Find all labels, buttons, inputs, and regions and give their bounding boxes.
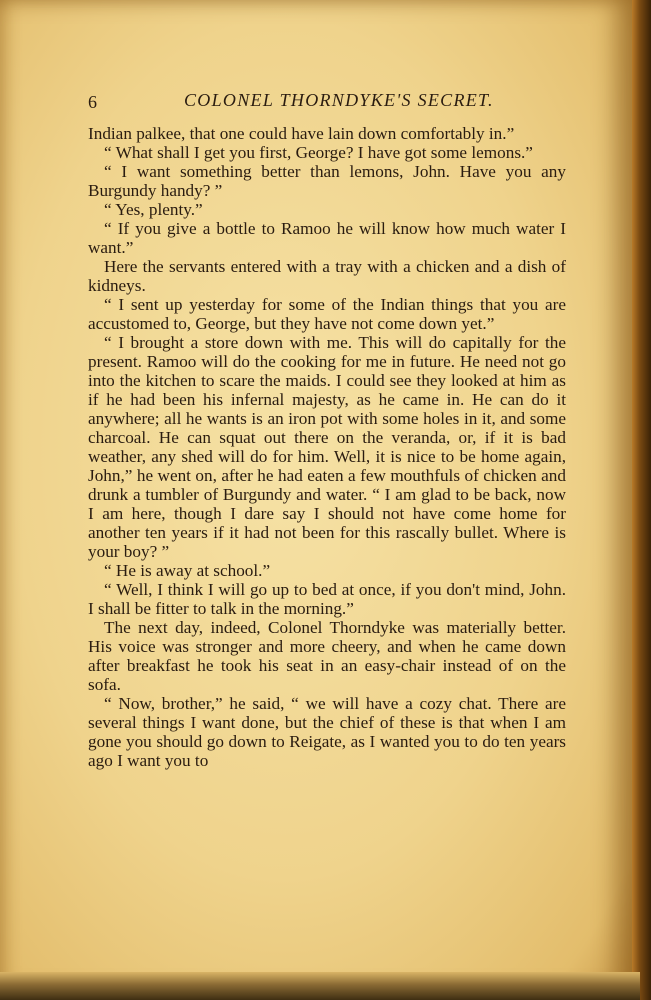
page-bottom-edge xyxy=(0,972,640,1000)
paragraph: “ I brought a store down with me. This will do capitally for the present. Ramoo will do the cooking for me in future. He need not go into the kitchen to scare the maids. I could see they looked at him as if he had been his infernal majesty, as he came in. He can do it anywhere; all he wants is an iron pot with some holes in it, and some charcoal. He can squat out there on the veranda, or, if it is bad weather, any shed will do for him. Well, it is nice to be home again, John,” he went on, after he had eaten a few mouthfuls of chicken and drunk a tumbler of Burgundy and water. “ I am glad to be back, now I am here, though I dare say I should not have come home for another ten years if it had not been for this rascally bullet. Where is your boy? ” xyxy=(88,333,566,561)
paragraph: “ Yes, plenty.” xyxy=(104,200,203,219)
running-title: COLONEL THORNDYKE'S SECRET. xyxy=(184,90,494,110)
paragraph: “ Well, I think I will go up to bed at once, if you don't mind, John. I shall be fitter to talk in the morning.” xyxy=(88,580,566,618)
paragraph: “ I want something better than lemons, John. Have you any Burgundy handy? ” xyxy=(88,162,566,200)
paragraph: The next day, indeed, Colonel Thorndyke was materially better. His voice was stronger and more cheery, and when he came down after breakfast he took his seat in an easy-chair instead of on the sofa. xyxy=(88,618,566,694)
paragraph: Here the servants entered with a tray with a chicken and a dish of kidneys. xyxy=(88,257,566,295)
paragraph: “ What shall I get you first, George? I have got some lemons.” xyxy=(104,143,533,162)
book-spine-edge xyxy=(632,0,651,1000)
paragraph: “ I sent up yesterday for some of the Indian things that you are accustomed to, George, but they have not come down yet.” xyxy=(88,295,566,333)
paragraph: “ If you give a bottle to Ramoo he will know how much water I want.” xyxy=(88,219,566,257)
paragraph: “ He is away at school.” xyxy=(104,561,271,580)
paragraph: “ Now, brother,” he said, “ we will have a cozy chat. There are several things I want done, but the chief of these is that when I am gone you should go down to Reigate, as I wanted you to do ten years ago I want you to xyxy=(88,694,566,770)
page-number: 6 xyxy=(88,92,97,112)
page-header xyxy=(88,90,588,116)
body-text xyxy=(88,124,566,770)
paragraph: Indian palkee, that one could have lain down comfortably in.” xyxy=(88,124,515,143)
